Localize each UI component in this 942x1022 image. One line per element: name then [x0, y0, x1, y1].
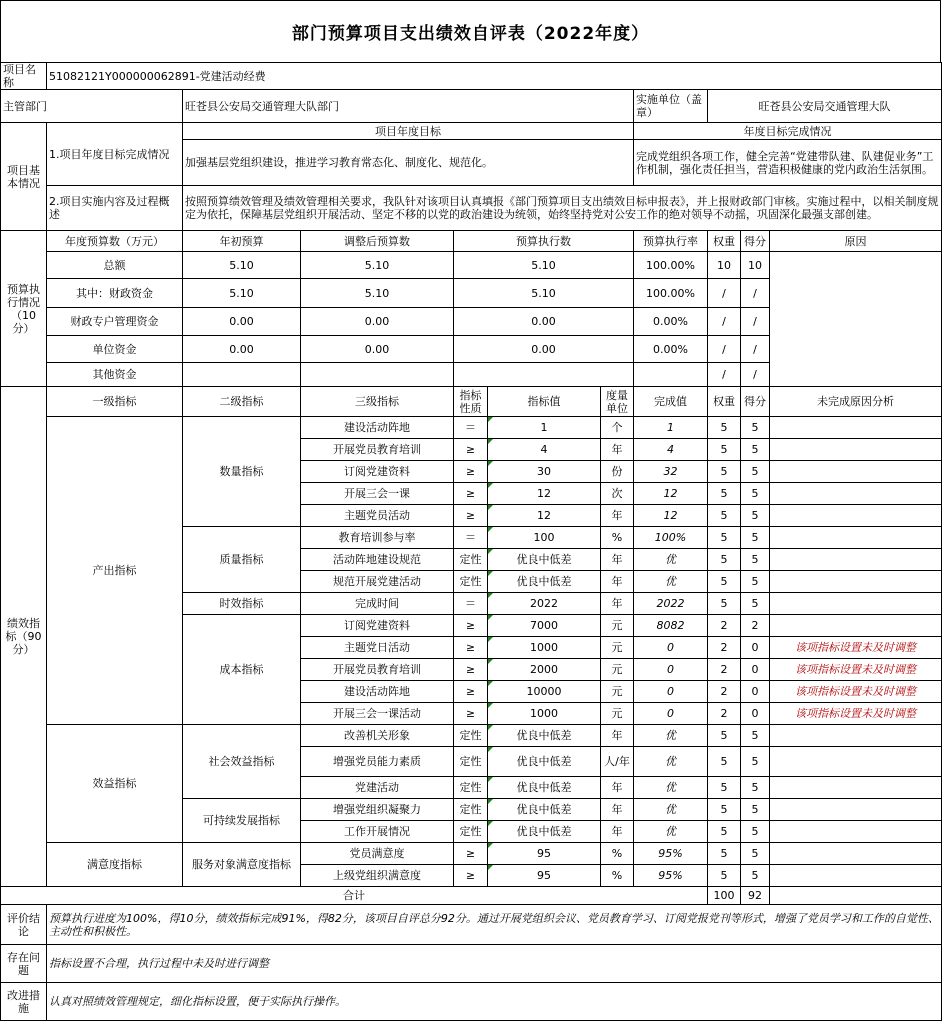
indicator-weight: 5 — [708, 799, 741, 821]
l3-indicator: 主题党日活动 — [301, 637, 454, 659]
indicator-unit: 年 — [601, 571, 634, 593]
indicator-done: 2022 — [634, 593, 708, 615]
budget-row-name: 其中：财政资金 — [47, 279, 183, 308]
budget-score: / — [741, 336, 770, 363]
indicator-unit: 年 — [601, 799, 634, 821]
indicator-weight: 5 — [708, 865, 741, 887]
perf-header: 完成值 — [634, 387, 708, 417]
l3-indicator: 规范开展党建活动 — [301, 571, 454, 593]
indicator-reason — [770, 799, 942, 821]
dept-label: 主管部门 — [1, 90, 183, 123]
l3-indicator: 建设活动阵地 — [301, 417, 454, 439]
indicator-weight: 5 — [708, 549, 741, 571]
perf-header: 度量单位 — [601, 387, 634, 417]
indicator-nature: 定性 — [454, 747, 488, 777]
budget-header: 得分 — [741, 231, 770, 252]
budget-adjusted: 5.10 — [301, 279, 454, 308]
budget-executed: 5.10 — [454, 252, 634, 279]
perf-header: 一级指标 — [47, 387, 183, 417]
indicator-target: 2000 — [488, 659, 601, 681]
l2-social: 社会效益指标 — [183, 725, 301, 799]
l3-indicator: 改善机关形象 — [301, 725, 454, 747]
indicator-score: 5 — [741, 747, 770, 777]
indicator-target: 优良中低差 — [488, 799, 601, 821]
indicator-done: 32 — [634, 461, 708, 483]
goal-header: 项目年度目标 — [183, 123, 634, 140]
indicator-target: 优良中低差 — [488, 747, 601, 777]
l1-benefit: 效益指标 — [47, 725, 183, 843]
eval-text: 预算执行进度为100%，得10分，绩效指标完成91%，得82分，该项目自评总分92分。通过开展党组织会议、党员教育学习、订阅党报党刊等形式，增强了党员学习和工作的自觉性、主动性和积极性。 — [47, 905, 942, 945]
indicator-score: 5 — [741, 799, 770, 821]
indicator-score: 5 — [741, 865, 770, 887]
indicator-target: 优良中低差 — [488, 571, 601, 593]
budget-header: 原因 — [770, 231, 942, 252]
eval-label: 评价结论 — [1, 905, 47, 945]
indicator-done: 0 — [634, 681, 708, 703]
budget-row-name: 财政专户管理资金 — [47, 308, 183, 336]
indicator-weight: 5 — [708, 505, 741, 527]
indicator-reason — [770, 417, 942, 439]
l3-indicator: 开展党员教育培训 — [301, 659, 454, 681]
indicator-done: 优 — [634, 799, 708, 821]
indicator-reason: 该项指标设置未及时调整 — [770, 637, 942, 659]
budget-score: / — [741, 308, 770, 336]
indicator-done: 1 — [634, 417, 708, 439]
indicator-nature: ＝ — [454, 417, 488, 439]
indicator-weight: 5 — [708, 843, 741, 865]
basic-section-label: 项目基本情况 — [1, 123, 47, 231]
indicator-target: 1000 — [488, 637, 601, 659]
indicator-target: 30 — [488, 461, 601, 483]
indicator-target: 95 — [488, 865, 601, 887]
budget-adjusted: 0.00 — [301, 336, 454, 363]
impl-value: 旺苍县公安局交通管理大队 — [708, 90, 942, 123]
indicator-reason — [770, 747, 942, 777]
budget-header: 预算执行数 — [454, 231, 634, 252]
indicator-done: 优 — [634, 821, 708, 843]
perf-header: 指标值 — [488, 387, 601, 417]
indicator-reason: 该项指标设置未及时调整 — [770, 703, 942, 725]
goal-label: 1.项目年度目标完成情况 — [47, 123, 183, 186]
l1-output: 产出指标 — [47, 417, 183, 725]
budget-weight: 10 — [708, 252, 741, 279]
indicator-done: 优 — [634, 747, 708, 777]
indicator-reason — [770, 777, 942, 799]
budget-executed: 0.00 — [454, 308, 634, 336]
indicator-score: 5 — [741, 571, 770, 593]
indicator-target: 1000 — [488, 703, 601, 725]
indicator-done: 100% — [634, 527, 708, 549]
evaluation-table — [0, 62, 942, 1021]
indicator-nature: 定性 — [454, 725, 488, 747]
indicator-score: 0 — [741, 703, 770, 725]
indicator-score: 5 — [741, 777, 770, 799]
indicator-done: 4 — [634, 439, 708, 461]
budget-header: 预算执行率 — [634, 231, 708, 252]
budget-weight: / — [708, 363, 741, 387]
budget-rate: 0.00% — [634, 308, 708, 336]
indicator-weight: 5 — [708, 725, 741, 747]
indicator-unit: 个 — [601, 417, 634, 439]
indicator-score: 5 — [741, 843, 770, 865]
total-score: 92 — [741, 887, 770, 905]
indicator-reason — [770, 439, 942, 461]
budget-reason — [770, 252, 942, 387]
indicator-done: 优 — [634, 549, 708, 571]
budget-rate: 100.00% — [634, 252, 708, 279]
l3-indicator: 主题党员活动 — [301, 505, 454, 527]
budget-initial: 5.10 — [183, 252, 301, 279]
l2-timeliness: 时效指标 — [183, 593, 301, 615]
indicator-unit: 年 — [601, 593, 634, 615]
indicator-weight: 5 — [708, 821, 741, 843]
indicator-done: 优 — [634, 571, 708, 593]
indicator-reason: 该项指标设置未及时调整 — [770, 659, 942, 681]
indicator-weight: 2 — [708, 637, 741, 659]
budget-header: 年初预算 — [183, 231, 301, 252]
indicator-target: 优良中低差 — [488, 777, 601, 799]
indicator-reason — [770, 483, 942, 505]
indicator-nature: ≥ — [454, 703, 488, 725]
indicator-done: 95% — [634, 843, 708, 865]
indicator-weight: 2 — [708, 659, 741, 681]
indicator-score: 5 — [741, 821, 770, 843]
indicator-nature: ≥ — [454, 615, 488, 637]
indicator-reason: 该项指标设置未及时调整 — [770, 681, 942, 703]
indicator-weight: 5 — [708, 483, 741, 505]
perf-header: 三级指标 — [301, 387, 454, 417]
l3-indicator: 活动阵地建设规范 — [301, 549, 454, 571]
budget-initial: 0.00 — [183, 308, 301, 336]
budget-rate: 100.00% — [634, 279, 708, 308]
indicator-score: 5 — [741, 461, 770, 483]
indicator-target: 优良中低差 — [488, 549, 601, 571]
l3-indicator: 开展三会一课活动 — [301, 703, 454, 725]
indicator-nature: 定性 — [454, 799, 488, 821]
project-name-label: 项目名称 — [1, 63, 47, 90]
indicator-nature: ＝ — [454, 593, 488, 615]
impl-label: 实施单位（盖章） — [634, 90, 708, 123]
budget-section-label: 预算执行情况（10分） — [1, 231, 47, 387]
indicator-reason — [770, 549, 942, 571]
indicator-done: 12 — [634, 483, 708, 505]
l3-indicator: 教育培训参与率 — [301, 527, 454, 549]
indicator-nature: 定性 — [454, 777, 488, 799]
l2-sustain: 可持续发展指标 — [183, 799, 301, 843]
l3-indicator: 订阅党建资料 — [301, 615, 454, 637]
indicator-target: 1 — [488, 417, 601, 439]
indicator-score: 5 — [741, 439, 770, 461]
indicator-unit: 元 — [601, 615, 634, 637]
l3-indicator: 完成时间 — [301, 593, 454, 615]
indicator-nature: ≥ — [454, 637, 488, 659]
indicator-nature: ≥ — [454, 659, 488, 681]
l3-indicator: 开展三会一课 — [301, 483, 454, 505]
indicator-unit: 人/年 — [601, 747, 634, 777]
indicator-done: 优 — [634, 725, 708, 747]
budget-row-name: 总额 — [47, 252, 183, 279]
l3-indicator: 党员满意度 — [301, 843, 454, 865]
budget-header: 权重 — [708, 231, 741, 252]
budget-initial: 0.00 — [183, 336, 301, 363]
dept-value: 旺苍县公安局交通管理大队部门 — [183, 90, 634, 123]
indicator-score: 5 — [741, 483, 770, 505]
l1-satisfaction: 满意度指标 — [47, 843, 183, 887]
indicator-score: 0 — [741, 659, 770, 681]
indicator-done: 12 — [634, 505, 708, 527]
budget-executed: 5.10 — [454, 279, 634, 308]
total-blank — [770, 887, 942, 905]
indicator-unit: 元 — [601, 681, 634, 703]
budget-header: 调整后预算数 — [301, 231, 454, 252]
issue-text: 指标设置不合理，执行过程中未及时进行调整 — [47, 945, 942, 983]
indicator-unit: 年 — [601, 777, 634, 799]
indicator-target: 95 — [488, 843, 601, 865]
indicator-done: 0 — [634, 703, 708, 725]
l3-indicator: 上级党组织满意度 — [301, 865, 454, 887]
budget-executed: 0.00 — [454, 336, 634, 363]
indicator-nature: 定性 — [454, 571, 488, 593]
fix-label: 改进措施 — [1, 983, 47, 1021]
l3-indicator: 增强党组织凝聚力 — [301, 799, 454, 821]
indicator-unit: % — [601, 843, 634, 865]
budget-initial — [183, 363, 301, 387]
budget-weight: / — [708, 336, 741, 363]
indicator-done: 0 — [634, 637, 708, 659]
budget-row-name: 其他资金 — [47, 363, 183, 387]
indicator-reason — [770, 865, 942, 887]
indicator-score: 5 — [741, 417, 770, 439]
indicator-weight: 5 — [708, 417, 741, 439]
budget-score: / — [741, 363, 770, 387]
indicator-reason — [770, 461, 942, 483]
indicator-nature: ≥ — [454, 865, 488, 887]
indicator-target: 12 — [488, 483, 601, 505]
indicator-unit: 年 — [601, 505, 634, 527]
l3-indicator: 增强党员能力素质 — [301, 747, 454, 777]
budget-adjusted: 0.00 — [301, 308, 454, 336]
indicator-unit: 年 — [601, 821, 634, 843]
indicator-unit: 年 — [601, 725, 634, 747]
indicator-weight: 5 — [708, 571, 741, 593]
indicator-reason — [770, 821, 942, 843]
indicator-unit: 年 — [601, 439, 634, 461]
budget-initial: 5.10 — [183, 279, 301, 308]
perf-header: 二级指标 — [183, 387, 301, 417]
goal-text: 加强基层党组织建设，推进学习教育常态化、制度化、规范化。 — [183, 140, 634, 186]
l2-quantity: 数量指标 — [183, 417, 301, 527]
indicator-unit: 元 — [601, 659, 634, 681]
indicator-weight: 5 — [708, 439, 741, 461]
indicator-nature: ≥ — [454, 843, 488, 865]
budget-weight: / — [708, 308, 741, 336]
l3-indicator: 党建活动 — [301, 777, 454, 799]
indicator-weight: 2 — [708, 703, 741, 725]
indicator-score: 0 — [741, 637, 770, 659]
indicator-target: 4 — [488, 439, 601, 461]
indicator-target: 100 — [488, 527, 601, 549]
budget-weight: / — [708, 279, 741, 308]
budget-header: 年度预算数（万元） — [47, 231, 183, 252]
indicator-reason — [770, 843, 942, 865]
indicator-unit: 次 — [601, 483, 634, 505]
indicator-nature: 定性 — [454, 821, 488, 843]
budget-adjusted: 5.10 — [301, 252, 454, 279]
indicator-score: 5 — [741, 593, 770, 615]
l3-indicator: 订阅党建资料 — [301, 461, 454, 483]
goal-done-header: 年度目标完成情况 — [634, 123, 942, 140]
indicator-weight: 5 — [708, 777, 741, 799]
indicator-nature: 定性 — [454, 549, 488, 571]
indicator-target: 2022 — [488, 593, 601, 615]
l3-indicator: 工作开展情况 — [301, 821, 454, 843]
total-label: 合计 — [1, 887, 708, 905]
perf-header: 权重 — [708, 387, 741, 417]
indicator-nature: ≥ — [454, 439, 488, 461]
indicator-score: 2 — [741, 615, 770, 637]
indicator-weight: 5 — [708, 747, 741, 777]
budget-score: / — [741, 279, 770, 308]
indicator-weight: 5 — [708, 593, 741, 615]
indicator-reason — [770, 505, 942, 527]
indicator-reason — [770, 615, 942, 637]
indicator-target: 优良中低差 — [488, 821, 601, 843]
indicator-nature: ≥ — [454, 461, 488, 483]
indicator-unit: % — [601, 865, 634, 887]
indicator-target: 10000 — [488, 681, 601, 703]
indicator-done: 0 — [634, 659, 708, 681]
perf-section-label: 绩效指标（90分） — [1, 387, 47, 887]
process-label: 2.项目实施内容及过程概述 — [47, 186, 183, 231]
fix-text: 认真对照绩效管理规定，细化指标设置，便于实际执行操作。 — [47, 983, 942, 1021]
budget-adjusted — [301, 363, 454, 387]
indicator-unit: 元 — [601, 703, 634, 725]
budget-row-name: 单位资金 — [47, 336, 183, 363]
process-text: 按照预算绩效管理及绩效管理相关要求，我队针对该项目认真填报《部门预算项目支出绩效目标申报表》，并上报财政部门审核。实施过程中，以相关制度规定为依托，保障基层党组织开展活动、坚定不移的以党的政治建设为统领，始终坚持党对公安工作的绝对领导不动摇，巩固深化最强支部创建。 — [183, 186, 942, 231]
perf-header: 未完成原因分析 — [770, 387, 942, 417]
indicator-weight: 2 — [708, 615, 741, 637]
indicator-nature: ≥ — [454, 483, 488, 505]
l2-cost: 成本指标 — [183, 615, 301, 725]
indicator-nature: ≥ — [454, 505, 488, 527]
indicator-unit: 份 — [601, 461, 634, 483]
indicator-weight: 2 — [708, 681, 741, 703]
budget-rate — [634, 363, 708, 387]
indicator-reason — [770, 571, 942, 593]
indicator-done: 8082 — [634, 615, 708, 637]
indicator-reason — [770, 725, 942, 747]
l3-indicator: 开展党员教育培训 — [301, 439, 454, 461]
l2-service: 服务对象满意度指标 — [183, 843, 301, 887]
goal-done-text: 完成党组织各项工作，健全完善“党建带队建、队建促业务”工作机制，强化责任担当，营造积极健康的党内政治生活氛围。 — [634, 140, 942, 186]
indicator-target: 7000 — [488, 615, 601, 637]
indicator-done: 95% — [634, 865, 708, 887]
indicator-weight: 5 — [708, 527, 741, 549]
budget-rate: 0.00% — [634, 336, 708, 363]
indicator-unit: 元 — [601, 637, 634, 659]
indicator-target: 12 — [488, 505, 601, 527]
l2-quality: 质量指标 — [183, 527, 301, 593]
indicator-reason — [770, 527, 942, 549]
perf-header: 得分 — [741, 387, 770, 417]
indicator-nature: ≥ — [454, 681, 488, 703]
indicator-done: 优 — [634, 777, 708, 799]
indicator-unit: % — [601, 527, 634, 549]
indicator-nature: ＝ — [454, 527, 488, 549]
indicator-reason — [770, 593, 942, 615]
indicator-weight: 5 — [708, 461, 741, 483]
budget-score: 10 — [741, 252, 770, 279]
indicator-score: 5 — [741, 725, 770, 747]
project-name-value: 51082121Y000000062891-党建活动经费 — [47, 63, 942, 90]
l3-indicator: 建设活动阵地 — [301, 681, 454, 703]
perf-header: 指标性质 — [454, 387, 488, 417]
total-weight: 100 — [708, 887, 741, 905]
page-title: 部门预算项目支出绩效自评表（2022年度） — [0, 0, 941, 63]
issue-label: 存在问题 — [1, 945, 47, 983]
indicator-score: 5 — [741, 505, 770, 527]
indicator-score: 5 — [741, 549, 770, 571]
indicator-unit: 年 — [601, 549, 634, 571]
indicator-score: 0 — [741, 681, 770, 703]
indicator-target: 优良中低差 — [488, 725, 601, 747]
budget-executed — [454, 363, 634, 387]
indicator-score: 5 — [741, 527, 770, 549]
